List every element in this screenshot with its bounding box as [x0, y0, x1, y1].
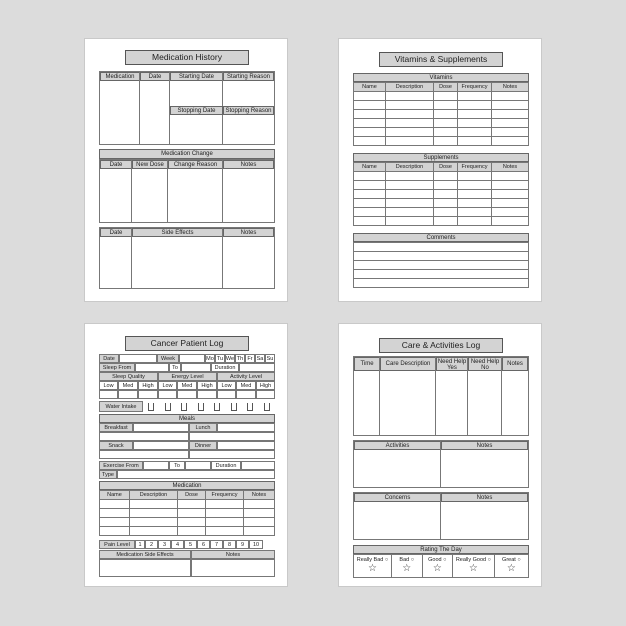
energy-level-label: Energy Level [158, 372, 217, 381]
col-date: Date [100, 228, 132, 237]
lunch-label: Lunch [189, 423, 217, 432]
col-date: Date [140, 72, 170, 81]
rating-row: Really Bad ○ ☆ Bad ○ ☆ Good ○ ☆ Really Good ○ ☆ Great ○ ☆ [353, 554, 529, 578]
page-title: Medication History [125, 50, 249, 65]
cancer-patient-log-page: Cancer Patient Log Date Week Mo Tu We Th Fr Sa Su Sleep From To Duration Sleep Quality Energy Level Activity Level Low Med High Low Med High Low Med High Water Intake Meals Breakfast Lunch Snack Dinner Exercise From To Duration Type Medication Name Description Dose Frequency Notes Pain Level 1 2 3 4 5 6 7 8 9 10 Medication Side Effects Notes [84, 323, 288, 587]
col-starting-date: Starting Date [170, 72, 223, 81]
water-glass-icon[interactable] [181, 403, 187, 411]
activities-notes-header: Notes [441, 441, 528, 450]
col-side-effects: Side Effects [132, 228, 223, 237]
exercise-duration-label: Duration [211, 461, 241, 470]
sleep-from-label: Sleep From [99, 363, 135, 372]
week-label: Week [157, 354, 179, 363]
concerns-table [353, 492, 529, 540]
activities-header: Activities [354, 441, 441, 450]
star-icon[interactable]: ☆ [432, 563, 442, 574]
col-starting-reason: Starting Reason [223, 72, 274, 81]
col-notes: Notes [223, 160, 274, 169]
page-title: Vitamins & Supplements [379, 52, 503, 67]
medication-change-table [99, 159, 275, 223]
side-effects-label: Medication Side Effects [99, 550, 191, 559]
notes-label: Notes [191, 550, 275, 559]
sleep-duration-label: Duration [211, 363, 239, 372]
supplements-table: Name Description Dose Frequency Notes [353, 162, 529, 226]
sleep-to-field[interactable] [181, 363, 211, 372]
breakfast-label: Breakfast [99, 423, 133, 432]
comments-header: Comments [353, 233, 529, 242]
col-stopping-date: Stopping Date [170, 106, 223, 115]
week-field[interactable] [179, 354, 205, 363]
page-title: Cancer Patient Log [125, 336, 249, 351]
concerns-header: Concerns [354, 493, 441, 502]
page-title: Care & Activities Log [379, 338, 503, 353]
side-effects-table [99, 227, 275, 289]
col-notes: Notes [223, 228, 274, 237]
star-icon[interactable]: ☆ [506, 563, 516, 574]
sleep-from-field[interactable] [135, 363, 169, 372]
day-sa[interactable]: Sa [256, 355, 264, 362]
medication-history-page [84, 38, 288, 302]
vitamins-supplements-page [338, 38, 542, 302]
water-glass-icon[interactable] [264, 403, 270, 411]
meals-header: Meals [99, 414, 275, 423]
day-mo[interactable]: Mo [206, 355, 214, 362]
day-su[interactable]: Su [266, 355, 274, 362]
sleep-duration-field[interactable] [239, 363, 275, 372]
vitamins-table: Name Description Dose Frequency Notes [353, 82, 529, 146]
dinner-label: Dinner [189, 441, 217, 450]
comments-lines [353, 242, 529, 288]
water-glass-icon[interactable] [231, 403, 237, 411]
water-intake-label: Water Intake [99, 401, 143, 412]
star-icon[interactable]: ☆ [367, 563, 377, 574]
water-glass-icon[interactable] [214, 403, 220, 411]
water-glass-icon[interactable] [148, 403, 154, 411]
water-glass-icon[interactable] [165, 403, 171, 411]
day-we[interactable]: We [225, 355, 235, 362]
star-icon[interactable]: ☆ [402, 563, 412, 574]
snack-label: Snack [99, 441, 133, 450]
rating-header: Rating The Day [353, 545, 529, 554]
star-icon[interactable]: ☆ [468, 563, 478, 574]
activities-table [353, 440, 529, 488]
exercise-to-label: To [169, 461, 185, 470]
pain-level-label: Pain Level [99, 540, 135, 549]
medication-table: Name Description Dose Frequency Notes [99, 490, 275, 536]
day-fr[interactable]: Fr [245, 354, 255, 363]
col-change-reason: Change Reason [168, 160, 223, 169]
col-stopping-reason: Stopping Reason [223, 106, 274, 115]
medication-change-header: Medication Change [99, 149, 275, 159]
medication-history-table [99, 71, 275, 145]
sleep-quality-label: Sleep Quality [99, 372, 158, 381]
water-glass-icon[interactable] [247, 403, 253, 411]
concerns-notes-header: Notes [441, 493, 528, 502]
supplements-header: Supplements [353, 153, 529, 162]
col-date: Date [100, 160, 132, 169]
date-field[interactable] [119, 354, 157, 363]
col-new-dose: New Dose [132, 160, 168, 169]
day-tu[interactable]: Tu [216, 355, 224, 362]
exercise-type-label: Type [99, 470, 117, 479]
care-table: Time Care Description Need Help Yes Need Help No Notes [353, 356, 529, 436]
sleep-to-label: To [169, 363, 181, 372]
medication-header: Medication [99, 481, 275, 490]
date-label: Date [99, 354, 119, 363]
water-glass-icon[interactable] [198, 403, 204, 411]
vitamins-header: Vitamins [353, 73, 529, 82]
activity-level-label: Activity Level [217, 372, 275, 381]
exercise-from-label: Exercise From [99, 461, 143, 470]
col-medication: Medication [100, 72, 140, 81]
care-activities-log-page [338, 323, 542, 587]
day-th[interactable]: Th [236, 355, 244, 362]
